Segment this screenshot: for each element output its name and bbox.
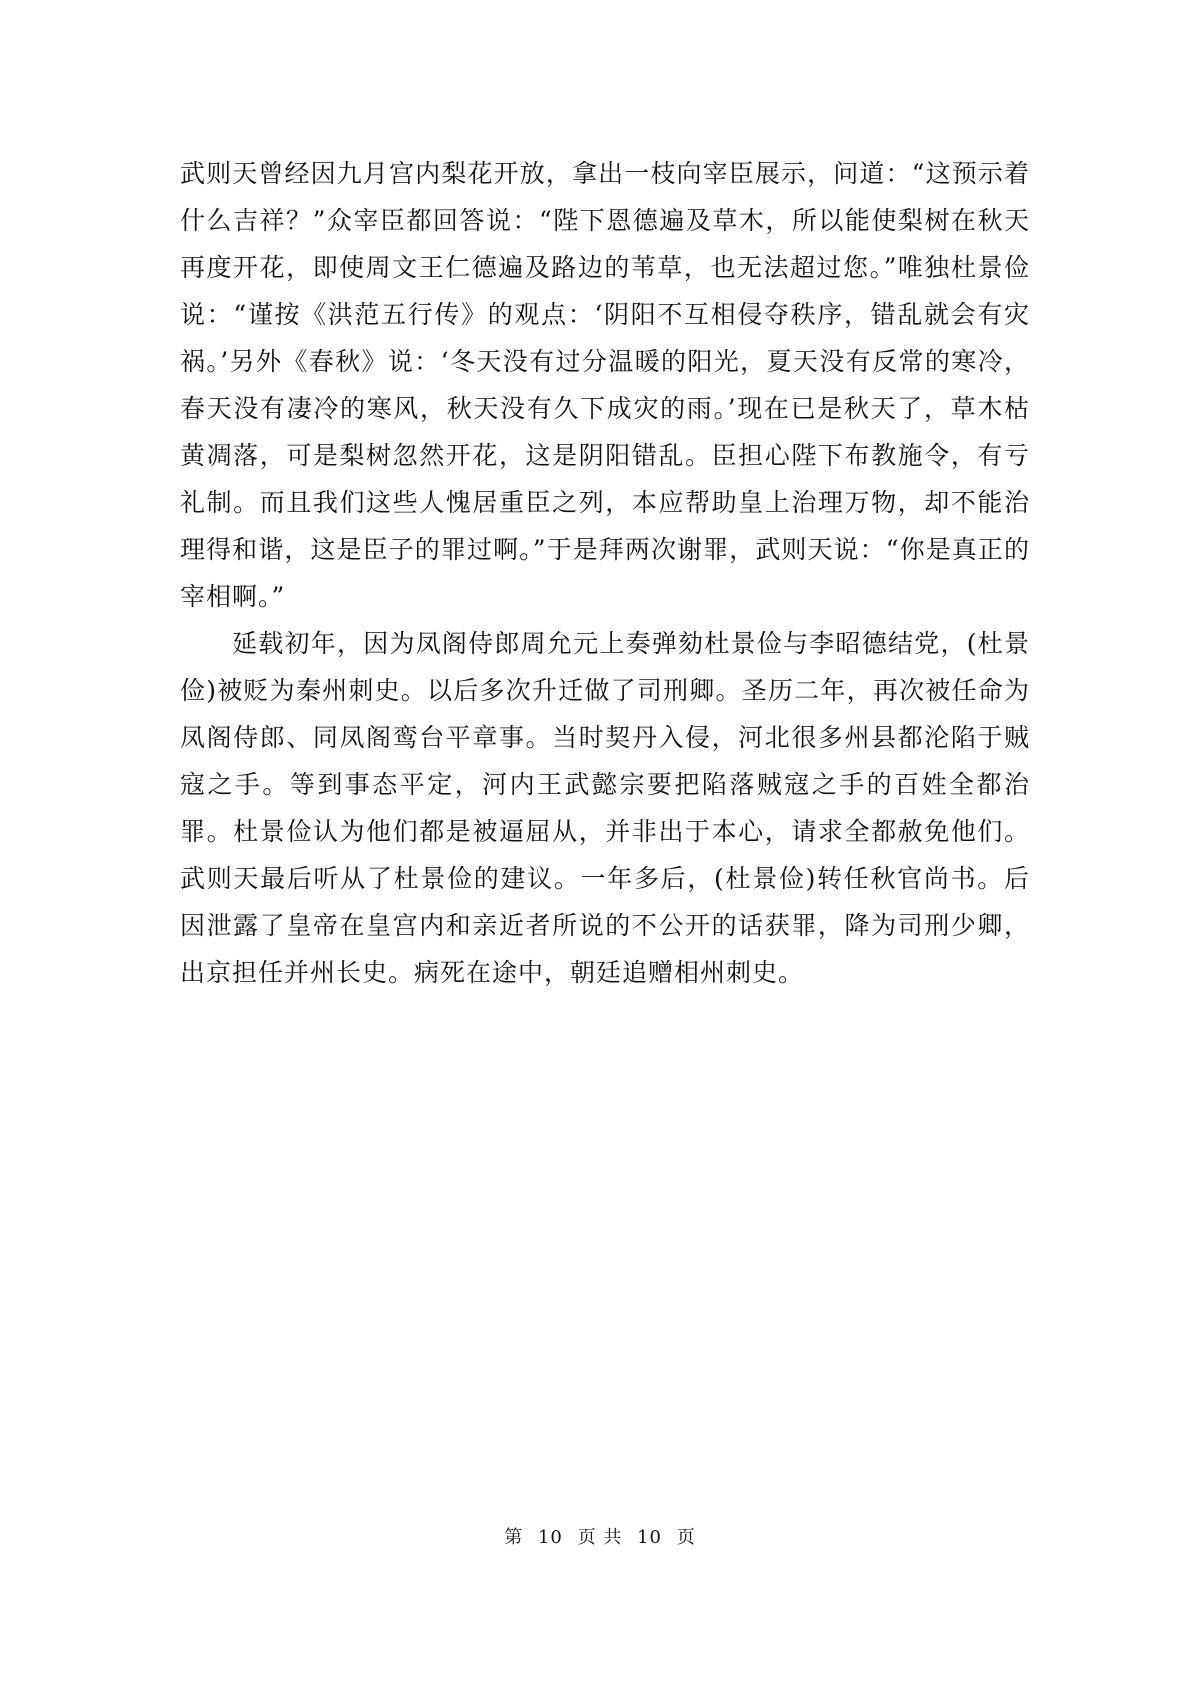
footer-middle: 页 共 (577, 1527, 623, 1548)
document-body (180, 150, 1030, 996)
footer-current-page: 10 (537, 1527, 563, 1548)
paragraph-2: 延载初年，因为凤阁侍郎周允元上奏弹劾杜景俭与李昭德结党，(杜景俭)被贬为秦州刺史。以后多次升迁做了司刑卿。圣历二年，再次被任命为凤阁侍郎、同凤阁鸾台平章事。当时契丹入侵，河北很多州县都沦陷于贼寇之手。等到事态平定，河内王武懿宗要把陷落贼寇之手的百姓全都治罪。杜景俭认为他们都是被逼屈从，并非出于本心，请求全都赦免他们。武则天最后听从了杜景俭的建议。一年多后，(杜景俭)转任秋官尚书。后因泄露了皇帝在皇宫内和亲近者所说的不公开的话获罪，降为司刑少卿，出京担任并州长史。病死在途中，朝廷追赠相州刺史。 (180, 629, 1030, 987)
footer-prefix: 第 (504, 1527, 524, 1548)
paragraph-1: 武则天曾经因九月宫内梨花开放，拿出一枝向宰臣展示，问道：“这预示着什么吉祥？”众宰臣都回答说：“陛下恩德遍及草木，所以能使梨树在秋天再度开花，即使周文王仁德遍及路边的苇草，也无法超过您。”唯独杜景俭说：“谨按《洪范五行传》的观点：‘阴阳不互相侵夺秩序，错乱就会有灾祸。’另外《春秋》说：‘冬天没有过分温暖的阳光，夏天没有反常的寒冷，春天没有凄冷的寒风，秋天没有久下成灾的雨。’现在已是秋天了，草木枯黄凋落，可是梨树忽然开花，这是阴阳错乱。臣担心陛下布教施令，有亏礼制。而且我们这些人愧居重臣之列，本应帮助皇上治理万物，却不能治理得和谐，这是臣子的罪过啊。”于是拜两次谢罪，武则天说：“你是真正的宰相啊。” (180, 159, 1030, 611)
page-footer (0, 1525, 1200, 1551)
footer-suffix: 页 (676, 1527, 696, 1548)
footer-total-pages: 10 (637, 1527, 662, 1548)
